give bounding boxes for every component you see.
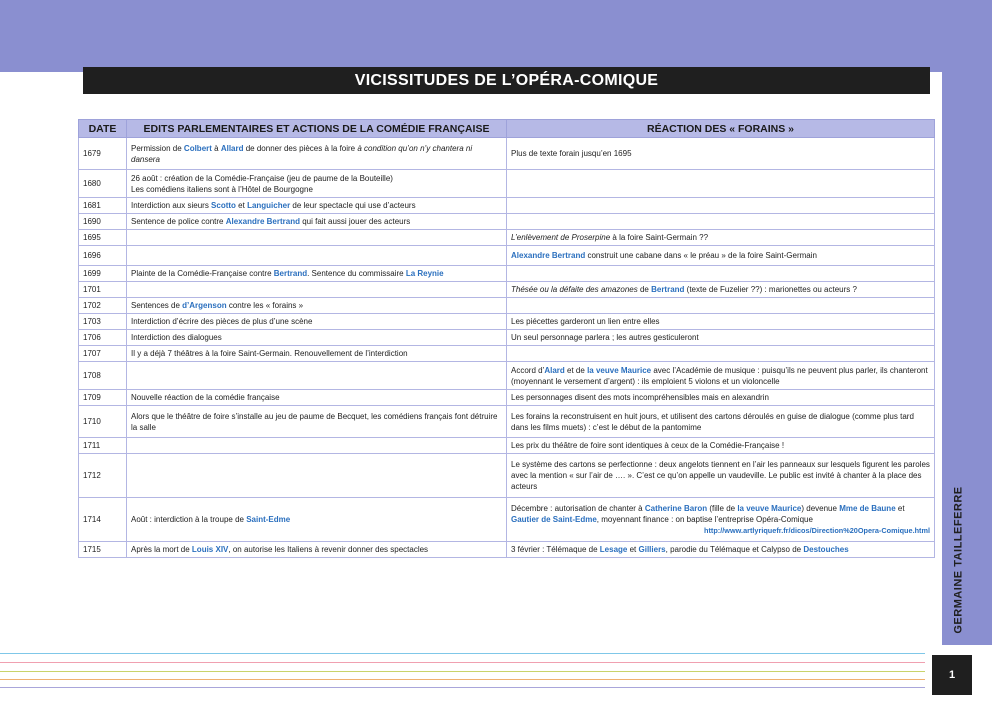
text-segment: Les prix du théâtre de foire sont identiques à ceux de la Comédie-Française ! [511, 441, 785, 450]
row-date: 1702 [79, 298, 127, 314]
row-reaction [507, 362, 935, 390]
highlighted-name: Catherine Baron [644, 504, 708, 513]
row-date: 1696 [79, 246, 127, 266]
highlighted-name: la veuve Maurice [587, 365, 652, 375]
line-pink [0, 662, 925, 663]
highlighted-name: Gilliers [638, 545, 666, 554]
row-reaction [507, 298, 935, 314]
row-reaction [507, 282, 935, 298]
highlighted-name: Alexandre Bertrand [511, 251, 586, 260]
text-segment: L’enlèvement de Proserpine [511, 233, 611, 242]
row-reaction [507, 438, 935, 454]
row-edict [127, 346, 507, 362]
text-segment: , on autorise les Italiens à revenir donner des spectacles [228, 545, 429, 554]
text-segment: Le système des cartons se perfectionne : deux angelots tiennent en l’air les panneaux sur lesquels figurent les paroles avec la mention « sur l’air de …. ». C’est ce qu’on appelle un vaudeville. Le public est invité à chanter à la place des acteurs [511, 460, 930, 491]
header-reaction: RÉACTION DES « FORAINS » [507, 120, 935, 138]
text-segment: de donner des pièces à la foire [243, 143, 358, 153]
table-row [79, 266, 935, 282]
text-segment: à condition qu’on n’y chantera ni dansera [131, 143, 473, 164]
text-segment: (fille de [707, 504, 738, 513]
highlighted-name: Bertrand [651, 285, 685, 294]
row-reaction [507, 266, 935, 282]
decorative-lines [0, 653, 925, 693]
row-date: 1690 [79, 214, 127, 230]
text-segment: de [637, 285, 652, 294]
text-segment: , parodie du Télémaque et Calypso de [665, 545, 804, 554]
text-segment: à [211, 143, 221, 153]
text-segment: Alors que le théâtre de foire s’installe au jeu de paume de Becquet, les comédiens français font détruire la salle [131, 411, 498, 432]
text-segment: Permission de [131, 143, 184, 153]
row-reaction [507, 246, 935, 266]
text-segment: Interdiction des dialogues [131, 333, 222, 342]
row-reaction [507, 138, 935, 170]
row-edict [127, 362, 507, 390]
timeline-table [78, 119, 935, 558]
row-edict [127, 170, 507, 198]
row-edict [127, 390, 507, 406]
highlighted-name: Mme de Baune [839, 504, 896, 513]
row-date: 1703 [79, 314, 127, 330]
table-row [79, 498, 935, 542]
table-row [79, 390, 935, 406]
highlighted-name: Alexandre Bertrand [225, 217, 300, 226]
table-row [79, 246, 935, 266]
text-segment: Sentence de police contre [131, 217, 226, 226]
row-date: 1699 [79, 266, 127, 282]
highlighted-name: Colbert [183, 143, 212, 153]
text-segment: 3 février : Télémaque de [511, 545, 600, 554]
row-edict [127, 454, 507, 498]
row-reaction [507, 498, 935, 542]
row-edict [127, 298, 507, 314]
row-edict [127, 406, 507, 438]
table-row [79, 438, 935, 454]
table-row [79, 330, 935, 346]
text-segment: Il y a déjà 7 théâtres à la foire Saint-Germain. Renouvellement de l’interdiction [131, 349, 408, 358]
row-date: 1711 [79, 438, 127, 454]
highlighted-name: Louis XIV [191, 545, 229, 554]
row-reaction [507, 346, 935, 362]
text-segment: de leur spectacle qui use d’acteurs [290, 201, 416, 210]
table-row [79, 454, 935, 498]
text-segment: Plus de texte forain jusqu’en 1695 [511, 149, 632, 158]
table-body [79, 138, 935, 558]
row-reaction [507, 314, 935, 330]
line-orange [0, 679, 925, 680]
row-date: 1714 [79, 498, 127, 542]
line-green [0, 671, 925, 672]
text-segment: Août : interdiction à la troupe de [131, 515, 247, 524]
row-date: 1681 [79, 198, 127, 214]
highlighted-name: Languicher [247, 201, 291, 210]
text-segment: 26 août : création de la Comédie-Française (jeu de paume de la Bouteille) [131, 173, 393, 183]
row-edict [127, 198, 507, 214]
highlighted-name: Scotto [211, 201, 236, 210]
row-date: 1695 [79, 230, 127, 246]
row-date: 1701 [79, 282, 127, 298]
row-edict [127, 314, 507, 330]
row-date: 1680 [79, 170, 127, 198]
text-segment: Après la mort de [131, 545, 192, 554]
top-color-band [0, 0, 992, 72]
row-edict [127, 438, 507, 454]
line-purple [0, 687, 925, 688]
text-segment: et [235, 201, 248, 210]
highlighted-name: Gautier de Saint-Edme [511, 515, 597, 524]
row-date: 1706 [79, 330, 127, 346]
text-segment: Les personnages disent des mots incompréhensibles mais en alexandrin [511, 393, 769, 402]
text-segment: Les comédiens italiens sont à l’Hôtel de Bourgogne [131, 184, 313, 194]
side-label-box [944, 480, 974, 640]
header-date: DATE [79, 120, 127, 138]
highlighted-name: Saint-Edme [246, 515, 291, 524]
row-edict [127, 214, 507, 230]
row-date: 1710 [79, 406, 127, 438]
text-segment: et de [564, 365, 588, 375]
row-reaction [507, 214, 935, 230]
text-segment: avec l’Académie de musique : puisqu’ils ne peuvent plus parler, ils chanteront (moyennant le versement d’argent) : ils emploient 5 violons et un violoncelle [511, 365, 928, 386]
row-date: 1679 [79, 138, 127, 170]
table-row [79, 170, 935, 198]
text-segment: Décembre : autorisation de chanter à [511, 504, 645, 513]
table-header-row [79, 120, 935, 138]
row-reaction [507, 198, 935, 214]
row-edict [127, 246, 507, 266]
table-row [79, 542, 935, 558]
row-date: 1708 [79, 362, 127, 390]
row-edict [127, 282, 507, 298]
text-segment: à la foire Saint-Germain ?? [610, 233, 709, 242]
row-edict [127, 542, 507, 558]
highlighted-name: La Reynie [405, 269, 444, 278]
highlighted-name: Alard [544, 365, 565, 375]
row-reaction [507, 454, 935, 498]
text-segment: Plainte de la Comédie-Française contre [131, 269, 274, 278]
row-date: 1707 [79, 346, 127, 362]
row-reaction [507, 542, 935, 558]
text-segment: et [895, 504, 905, 513]
source-link[interactable]: http://www.artlyriquefr.fr/dicos/Direction%20Opera-Comique.html [704, 526, 930, 535]
table-row [79, 298, 935, 314]
row-date: 1709 [79, 390, 127, 406]
text-segment: (texte de Fuzelier ??) : marionettes ou acteurs ? [684, 285, 857, 294]
highlighted-name: d’Argenson [182, 301, 227, 310]
row-reaction [507, 230, 935, 246]
text-segment: Accord d’ [511, 365, 545, 375]
text-segment: . Sentence du commissaire [307, 269, 406, 278]
row-edict [127, 498, 507, 542]
highlighted-name: Allard [220, 143, 244, 153]
text-segment: Thésée ou la défaite des amazones [511, 285, 638, 294]
text-segment: Nouvelle réaction de la comédie française [131, 393, 280, 402]
row-date: 1712 [79, 454, 127, 498]
text-segment: contre les « forains » [226, 301, 304, 310]
highlighted-name: Destouches [803, 545, 849, 554]
text-segment: , moyennant finance : on baptise l’entreprise Opéra-Comique [596, 515, 813, 524]
table-row [79, 406, 935, 438]
row-reaction [507, 170, 935, 198]
row-reaction [507, 330, 935, 346]
highlighted-name: Lesage [599, 545, 628, 554]
text-segment: Interdiction d’écrire des pièces de plus d’une scène [131, 317, 313, 326]
highlighted-name: la veuve Maurice [737, 504, 802, 513]
text-segment: qui fait aussi jouer des acteurs [299, 217, 411, 226]
text-segment: Sentences de [131, 301, 183, 310]
table-row [79, 198, 935, 214]
page-title: VICISSITUDES DE L’OPÉRA-COMIQUE [83, 67, 930, 94]
table-row [79, 362, 935, 390]
text-segment: Interdiction aux sieurs [131, 201, 212, 210]
line-blue [0, 653, 925, 654]
page-number-box [932, 655, 972, 695]
page-number: 1 [948, 669, 956, 681]
table-row [79, 214, 935, 230]
text-segment: Un seul personnage parlera ; les autres gesticuleront [511, 333, 699, 342]
table-row [79, 282, 935, 298]
table-row [79, 230, 935, 246]
text-segment: construit une cabane dans « le préau » de la foire Saint-Germain [585, 251, 817, 260]
table-row [79, 138, 935, 170]
row-edict [127, 138, 507, 170]
table-row [79, 314, 935, 330]
text-segment: et [627, 545, 639, 554]
text-segment: Les piécettes garderont un lien entre elles [511, 317, 660, 326]
highlighted-name: Bertrand [273, 269, 308, 278]
row-edict [127, 266, 507, 282]
row-reaction [507, 406, 935, 438]
row-edict [127, 330, 507, 346]
row-date: 1715 [79, 542, 127, 558]
text-segment: ) devenue [801, 504, 840, 513]
row-reaction [507, 390, 935, 406]
side-label: GERMAINE TAILLEFERRE [953, 486, 966, 634]
row-edict [127, 230, 507, 246]
text-segment: Les forains la reconstruisent en huit jours, et utilisent des cartons déroulés en guise de dialogue (comme plus tard dans les films muets) : c’est le début de la pantomime [511, 411, 914, 432]
header-edits: EDITS PARLEMENTAIRES ET ACTIONS DE LA COMÉDIE FRANÇAISE [127, 120, 507, 138]
table-row [79, 346, 935, 362]
